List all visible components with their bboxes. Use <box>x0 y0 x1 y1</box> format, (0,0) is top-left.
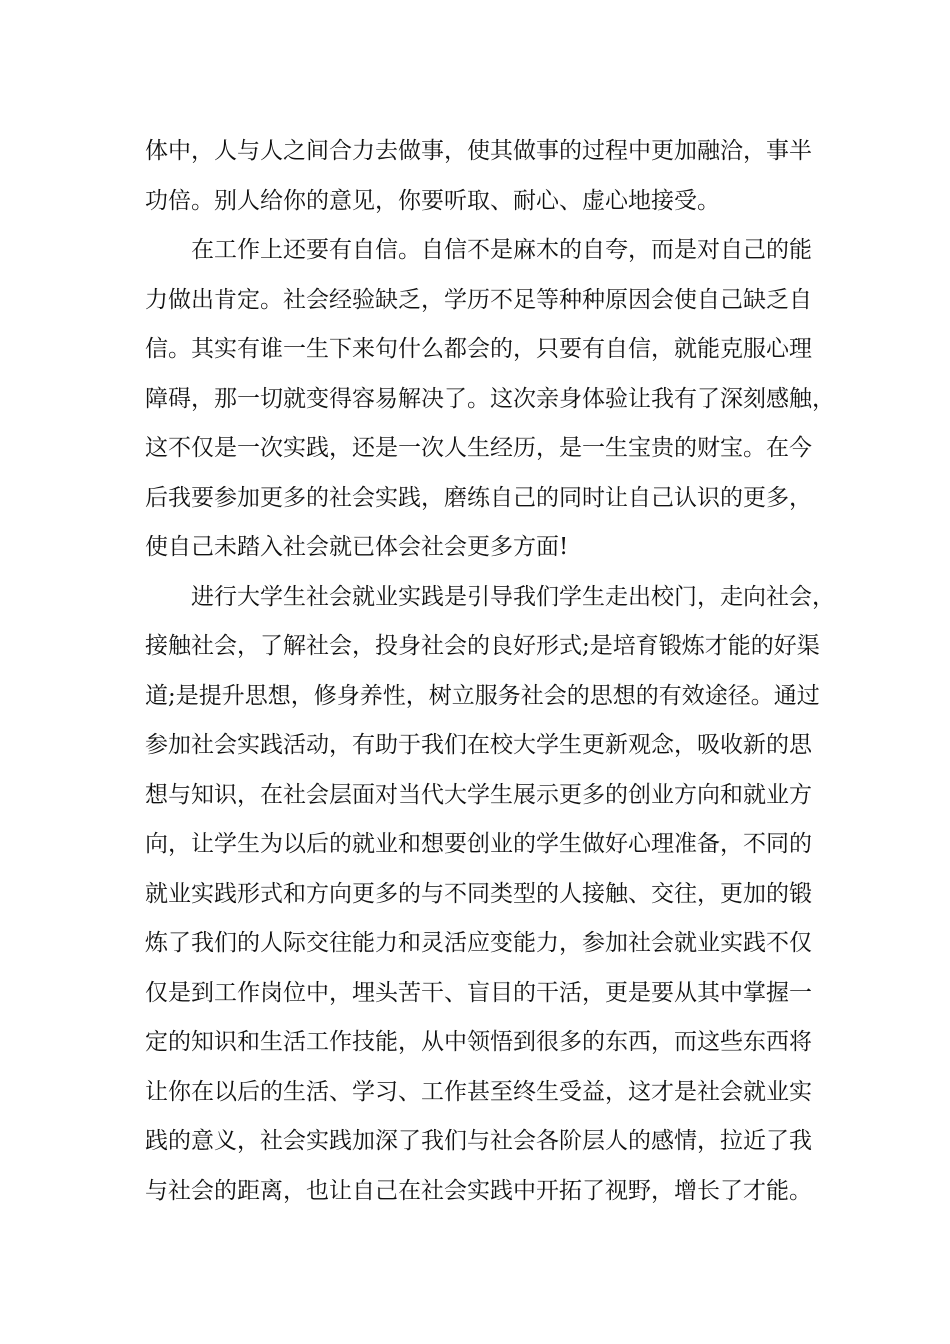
body-line: 使自己未踏入社会就已体会社会更多方面! <box>145 534 569 560</box>
body-line: 接触社会，了解社会，投身社会的良好形式;是培育锻炼才能的好渠 <box>145 633 820 659</box>
body-line: 仅是到工作岗位中，埋头苦干、盲目的干活，更是要从其中掌握一 <box>145 979 812 1006</box>
body-line: 进行大学生社会就业实践是引导我们学生走出校门，走向社会， <box>191 583 835 610</box>
body-line: 障碍，那一切就变得容易解决了。这次亲身体验让我有了深刻感触， <box>145 385 835 412</box>
body-line: 信。其实有谁一生下来句什么都会的，只要有自信，就能克服心理 <box>145 336 812 362</box>
body-line: 炼了我们的人际交往能力和灵活应变能力，参加社会就业实践不仅 <box>145 930 812 956</box>
body-line: 践的意义，社会实践加深了我们与社会各阶层人的感情，拉近了我 <box>145 1128 812 1154</box>
body-line: 体中，人与人之间合力去做事，使其做事的过程中更加融洽，事半 <box>145 138 812 164</box>
document-body <box>145 127 835 1216</box>
body-line: 后我要参加更多的社会实践，磨练自己的同时让自己认识的更多， <box>145 484 812 511</box>
body-line: 这不仅是一次实践，还是一次人生经历，是一生宝贵的财宝。在今 <box>145 435 812 461</box>
body-line: 力做出肯定。社会经验缺乏，学历不足等种种原因会使自己缺乏自 <box>145 286 812 313</box>
body-line: 与社会的距离，也让自己在社会实践中开拓了视野，增长了才能。 <box>145 1177 812 1204</box>
body-line: 向，让学生为以后的就业和想要创业的学生做好心理准备，不同的 <box>145 831 812 857</box>
body-line: 就业实践形式和方向更多的与不同类型的人接触、交往，更加的锻 <box>145 880 812 907</box>
body-line: 想与知识，在社会层面对当代大学生展示更多的创业方向和就业方 <box>145 781 812 808</box>
body-line: 参加社会实践活动，有助于我们在校大学生更新观念，吸收新的思 <box>145 732 812 758</box>
body-line: 定的知识和生活工作技能，从中领悟到很多的东西，而这些东西将 <box>145 1029 812 1055</box>
body-line: 在工作上还要有自信。自信不是麻木的自夸，而是对自己的能 <box>191 237 812 263</box>
body-line: 功倍。别人给你的意见，你要听取、耐心、虚心地接受。 <box>145 187 720 214</box>
body-line: 道;是提升思想，修身养性，树立服务社会的思想的有效途径。通过 <box>145 682 820 709</box>
body-line: 让你在以后的生活、学习、工作甚至终生受益，这才是社会就业实 <box>145 1078 812 1105</box>
